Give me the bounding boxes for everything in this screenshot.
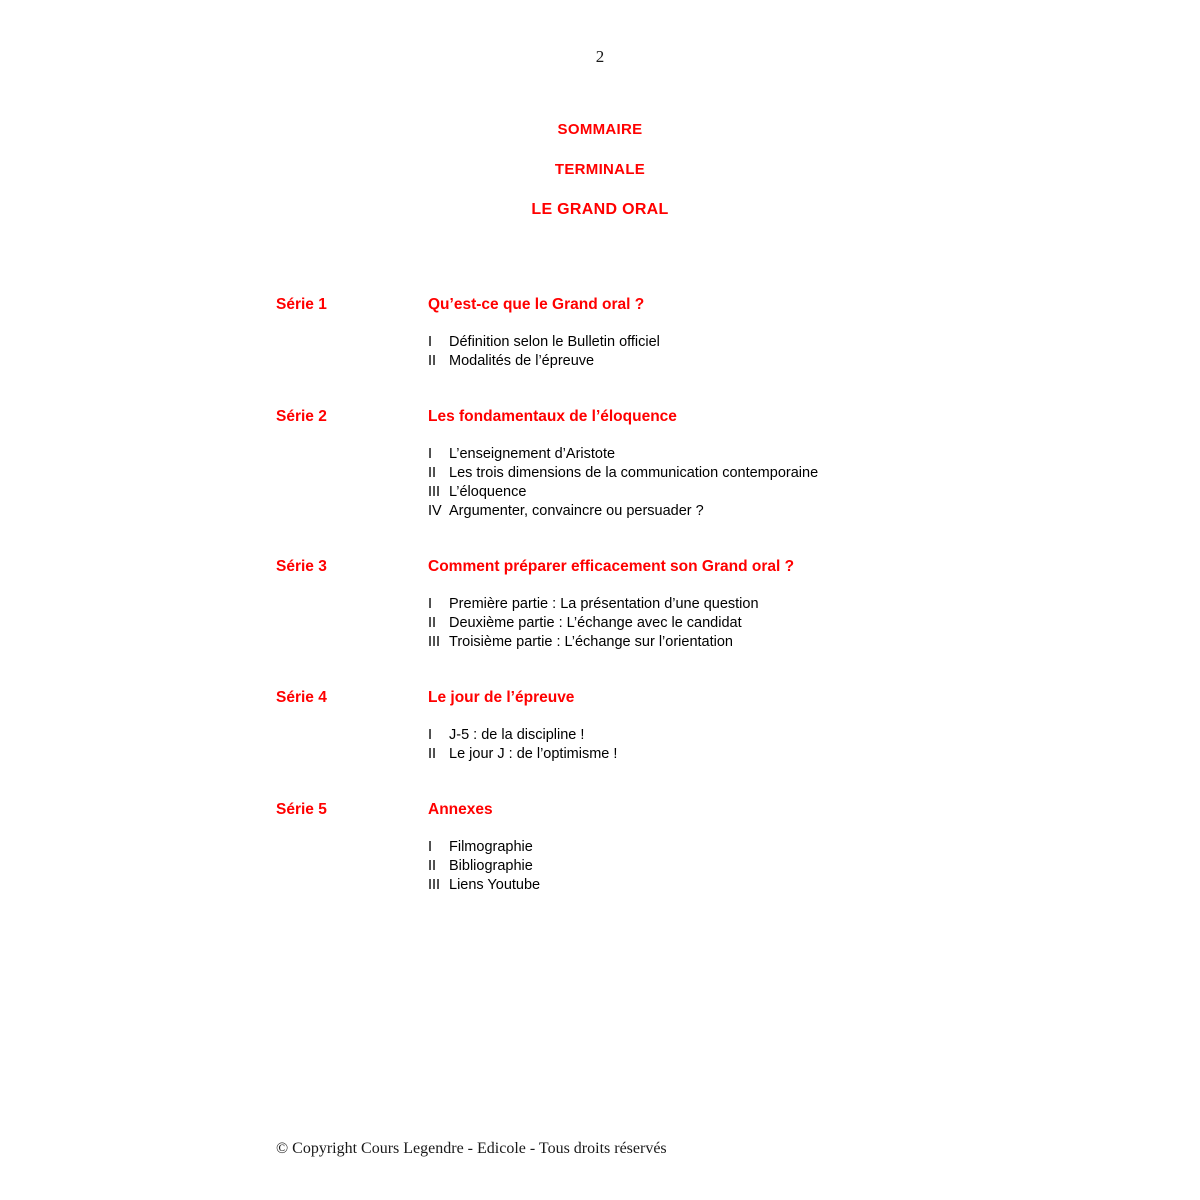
toc-item-label: Définition selon le Bulletin officiel	[449, 334, 660, 351]
toc-item-label: Filmographie	[449, 839, 533, 856]
serie-label: Série 5	[276, 801, 327, 819]
toc-item-numeral: III	[428, 634, 441, 651]
toc-item-label: Le jour J : de l’optimisme !	[449, 746, 618, 763]
toc-item-numeral: II	[428, 465, 437, 482]
toc-section-header	[276, 801, 1156, 818]
toc-item-numeral: I	[428, 839, 433, 856]
toc-section	[276, 689, 1156, 764]
toc-section	[276, 801, 1156, 895]
toc-section-header	[276, 689, 1156, 706]
toc-item-list	[428, 445, 1156, 521]
toc-section-header	[276, 558, 1156, 575]
serie-label: Série 1	[276, 296, 327, 313]
toc-item[interactable]	[428, 745, 1156, 764]
footer-copyright: © Copyright Cours Legendre - Edicole - Tous droits réservés	[276, 1140, 667, 1157]
toc-item-list	[428, 595, 1156, 652]
toc-item-label: Première partie : La présentation d’une question	[449, 596, 759, 613]
page-number: 2	[595, 47, 605, 66]
toc-item-label: Troisième partie : L’échange sur l’orientation	[449, 634, 733, 651]
toc-section-header	[276, 408, 1156, 425]
toc-item-label: Modalités de l’épreuve	[449, 353, 595, 370]
toc-item[interactable]	[428, 445, 1156, 464]
toc-item[interactable]	[428, 614, 1156, 633]
toc-item-label: Argumenter, convaincre ou persuader ?	[449, 503, 704, 520]
toc-item-label: L’enseignement d’Aristote	[449, 446, 616, 463]
document-header-block	[0, 122, 1200, 218]
toc-item-numeral: I	[428, 446, 433, 463]
toc-item-label: Les trois dimensions de la communication contemporaine	[449, 465, 819, 482]
toc-item-list	[428, 333, 1156, 371]
toc-item-label: J-5 : de la discipline !	[449, 727, 585, 744]
toc-item-numeral: III	[428, 484, 441, 501]
toc-item-label: Deuxième partie : L’échange avec le candidat	[449, 615, 742, 632]
serie-title[interactable]: Qu’est-ce que le Grand oral ?	[428, 296, 645, 313]
toc-item-numeral: II	[428, 746, 437, 763]
toc-item-list	[428, 838, 1156, 895]
toc-section	[276, 296, 1156, 371]
toc-item[interactable]	[428, 876, 1156, 895]
toc-item-label: L’éloquence	[449, 484, 527, 501]
toc-section	[276, 558, 1156, 652]
document-subtitle-le-grand-oral: LE GRAND ORAL	[531, 201, 669, 218]
toc-item[interactable]	[428, 726, 1156, 745]
toc-section-header	[276, 296, 1156, 313]
toc-item-numeral: II	[428, 615, 437, 632]
toc-item[interactable]	[428, 838, 1156, 857]
toc-item[interactable]	[428, 352, 1156, 371]
toc-item[interactable]	[428, 633, 1156, 652]
serie-label: Série 3	[276, 558, 327, 576]
serie-title[interactable]: Les fondamentaux de l’éloquence	[428, 408, 677, 426]
document-title-sommaire: SOMMAIRE	[557, 121, 643, 138]
toc-item-numeral: I	[428, 596, 433, 613]
table-of-contents	[276, 296, 1156, 932]
serie-label: Série 4	[276, 689, 327, 707]
toc-item-numeral: I	[428, 727, 433, 744]
toc-item[interactable]	[428, 595, 1156, 614]
toc-item-label: Liens Youtube	[449, 877, 541, 894]
toc-item-label: Bibliographie	[449, 858, 533, 875]
toc-item-numeral: III	[428, 877, 441, 894]
toc-item-numeral: I	[428, 334, 433, 351]
serie-title[interactable]: Annexes	[428, 801, 493, 819]
document-subtitle-terminale: TERMINALE	[554, 161, 646, 178]
serie-label: Série 2	[276, 408, 327, 426]
toc-item[interactable]	[428, 502, 1156, 521]
toc-item[interactable]	[428, 857, 1156, 876]
serie-title[interactable]: Le jour de l’épreuve	[428, 689, 575, 707]
toc-item[interactable]	[428, 464, 1156, 483]
toc-item[interactable]	[428, 333, 1156, 352]
toc-item-numeral: IV	[428, 503, 442, 520]
toc-item-numeral: II	[428, 858, 437, 875]
toc-item[interactable]	[428, 483, 1156, 502]
toc-item-list	[428, 726, 1156, 764]
toc-item-numeral: II	[428, 353, 437, 370]
serie-title[interactable]: Comment préparer efficacement son Grand oral ?	[428, 558, 795, 576]
toc-section	[276, 408, 1156, 521]
